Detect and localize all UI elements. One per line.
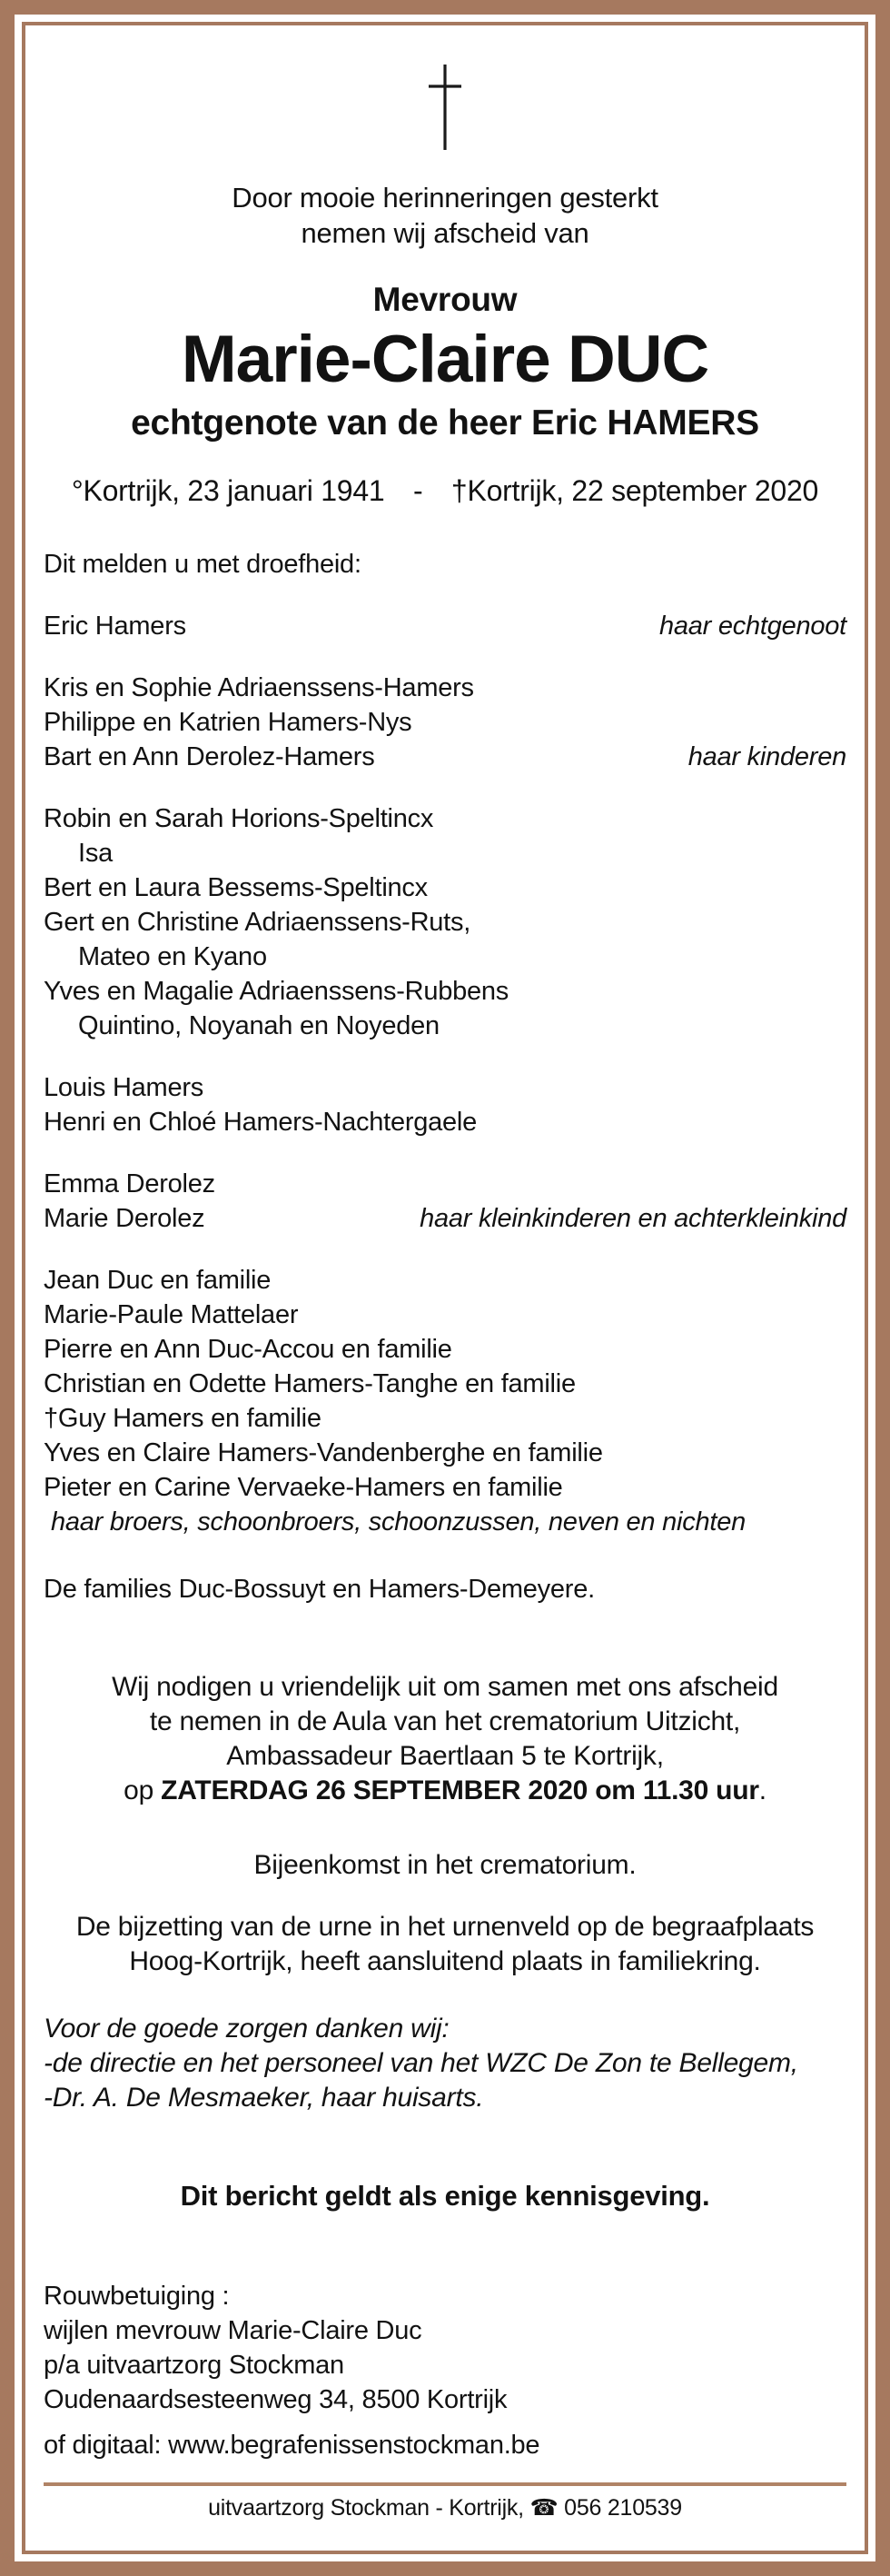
family-member-name: Marie-Paule Mattelaer [44,1300,299,1329]
family-line [44,870,846,905]
family-line [44,1505,846,1539]
family-member-name: Pierre en Ann Duc-Accou en familie [44,1335,452,1364]
family-member-name: Mateo en Kyano [78,942,267,971]
family-line [44,1436,846,1470]
thanks-lead: Voor de goede zorgen danken wij: [44,2014,450,2044]
family-line [44,940,846,974]
condolence-website: of digitaal: www.begrafenissenstockman.be [44,2431,540,2460]
family-member-name: Christian en Odette Hamers-Tanghe en familie [44,1369,576,1398]
family-member-name: Marie Derolez [44,1204,205,1233]
page-sheet [15,15,875,2561]
relation-label: haar echtgenoot [658,612,846,641]
undertaker-footer: uitvaartzorg Stockman - Kortrijk, ☎ 056 210539 [208,2495,682,2521]
family-member-name: Yves en Magalie Adriaenssens-Rubbens [44,977,509,1006]
deceased-name: Marie-Claire DUC [181,323,709,396]
cross-icon [44,62,846,153]
condolence-line: p/a uitvaartzorg Stockman [44,2351,344,2380]
family-member-name: Bert en Laura Bessems-Speltincx [44,873,428,902]
condolence-line: wijlen mevrouw Marie-Claire Duc [44,2316,422,2345]
family-member-name: Robin en Sarah Horions-Speltincx [44,804,434,833]
family-line [44,1470,846,1505]
family-line [44,609,846,643]
family-member-name: Henri en Chloé Hamers-Nachtergaele [44,1108,478,1137]
urn-line-2: Hoog-Kortrijk, heeft aansluitend plaats in familiekring. [129,1946,761,1976]
family-member-name: Jean Duc en familie [44,1266,272,1295]
thanks-block [44,2012,846,2115]
condolence-line: Rouwbetuiging : [44,2282,230,2311]
thanks-list [44,2046,846,2115]
family-member-name: Gert en Christine Adriaenssens-Ruts, [44,908,471,937]
family-member-name: Louis Hamers [44,1073,204,1102]
announcement-lead: Dit melden u met droefheid: [44,550,361,579]
family-line [44,1167,846,1201]
family-line [44,705,846,740]
family-list [44,609,846,1539]
obituary-content [25,62,865,2554]
relation-label: haar kleinkinderen en achterkleinkind [420,1204,846,1233]
family-member-name: Kris en Sophie Adriaenssens-Hamers [44,673,474,702]
ceremony-invitation [44,1670,846,1808]
invitation-line-3: Ambassadeur Baertlaan 5 te Kortrijk, [226,1741,664,1771]
footer-divider [44,2482,846,2486]
intro-text [44,180,846,251]
relation-label: haar kinderen [687,742,846,771]
family-member-name: Pieter en Carine Vervaeke-Hamers en familie [44,1473,563,1502]
title-prefix: Mevrouw [372,281,518,318]
urn-line-1: De bijzetting van de urne in het urnenveld op de begraafplaats [75,1912,815,1942]
family-member-name: Philippe en Katrien Hamers-Nys [44,708,412,737]
family-line [44,1332,846,1367]
condolence-lines [44,2279,846,2417]
family-line [44,836,846,870]
urn-block [44,1910,846,1979]
family-member-name: Quintino, Noyanah en Noyeden [78,1011,440,1040]
family-line [44,1009,846,1043]
family-member-name: Isa [78,839,113,868]
family-line [44,1367,846,1401]
families-line: De families Duc-Bossuyt en Hamers-Demeyere. [44,1575,595,1604]
thanks-item: -de directie en het personeel van het WZC De Zon te Bellegem, [44,2048,798,2078]
family-line [44,1105,846,1139]
ceremony-datetime: ZATERDAG 26 SEPTEMBER 2020 om 11.30 uur [161,1775,759,1805]
condolence-block [44,2279,846,2462]
family-line [44,905,846,940]
family-line [44,671,846,705]
inner-frame-border [22,22,868,2554]
sole-notification-notice: Dit bericht geldt als enige kennisgeving. [180,2180,710,2212]
family-line [44,1070,846,1105]
intro-line-1: Door mooie herinneringen gesterkt [232,182,658,214]
family-member-name: haar broers, schoonbroers, schoonzussen, neven en nichten [51,1507,746,1537]
family-line [44,974,846,1009]
family-member-name: Eric Hamers [44,612,186,641]
family-member-name: †Guy Hamers en familie [44,1404,321,1433]
family-member-name: Yves en Claire Hamers-Vandenberghe en familie [44,1438,603,1467]
life-dates: °Kortrijk, 23 januari 1941 - †Kortrijk, 22 september 2020 [71,474,819,507]
invitation-date-line: op ZATERDAG 26 SEPTEMBER 2020 om 11.30 uur. [124,1775,766,1805]
intro-line-2: nemen wij afscheid van [301,217,589,249]
family-member-name: Emma Derolez [44,1169,215,1198]
invitation-line-2: te nemen in de Aula van het crematorium Uitzicht, [149,1706,741,1736]
deceased-subtitle: echtgenote van de heer Eric HAMERS [131,403,759,443]
family-line [44,801,846,836]
family-line [44,1298,846,1332]
condolence-line: Oudenaardsesteenweg 34, 8500 Kortrijk [44,2385,508,2414]
family-line [44,1401,846,1436]
family-line [44,740,846,774]
thanks-item: -Dr. A. De Mesmaeker, haar huisarts. [44,2083,484,2113]
family-line [44,1263,846,1298]
meeting-line: Bijeenkomst in het crematorium. [253,1850,637,1880]
invitation-line-1: Wij nodigen u vriendelijk uit om samen met ons afscheid [112,1672,778,1702]
family-member-name: Bart en Ann Derolez-Hamers [44,742,375,771]
family-line [44,1201,846,1236]
